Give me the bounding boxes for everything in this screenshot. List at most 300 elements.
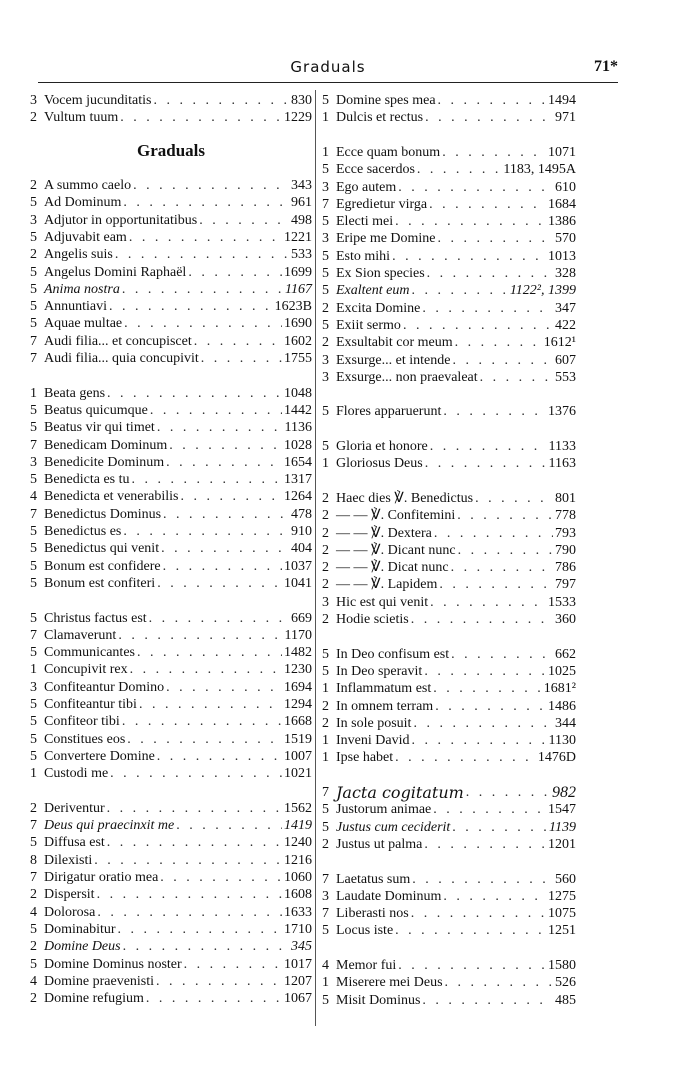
page-reference: 669 xyxy=(291,610,312,626)
index-entry xyxy=(322,836,576,854)
page-reference: 345 xyxy=(291,939,312,955)
page-reference: 1017 xyxy=(284,956,312,972)
incipit-text: Convertere Domine xyxy=(44,748,155,764)
incipit-text: Inveni David xyxy=(336,733,410,749)
index-entry xyxy=(30,402,312,420)
page-reference: 478 xyxy=(291,506,312,522)
leader-dots xyxy=(424,836,546,854)
page-reference: 1533 xyxy=(548,594,576,610)
page-reference: 1136 xyxy=(284,420,312,436)
leader-dots xyxy=(417,161,502,179)
page-reference: 1071 xyxy=(548,144,576,160)
mode-number: 7 xyxy=(30,333,37,349)
index-entry xyxy=(30,315,312,333)
mode-number: 2 xyxy=(322,577,329,593)
leader-dots xyxy=(398,179,553,197)
page-reference: 560 xyxy=(555,871,576,887)
incipit-text: Eripe me Domine xyxy=(336,231,436,247)
leader-dots xyxy=(129,229,282,247)
incipit-text: Justorum animae xyxy=(336,802,432,818)
mode-number: 1 xyxy=(322,144,329,160)
incipit-text: — — ℣. Dextera xyxy=(336,525,432,541)
index-entry xyxy=(322,334,576,352)
mode-number: 3 xyxy=(30,212,37,228)
index-entry xyxy=(30,748,312,766)
leader-dots xyxy=(458,542,553,560)
mode-number: 5 xyxy=(30,402,37,418)
incipit-text: Angelis suis xyxy=(44,247,113,263)
page-reference: 786 xyxy=(555,560,576,576)
leader-dots xyxy=(412,871,553,889)
incipit-text: Adjuvabit eam xyxy=(44,229,127,245)
index-entry xyxy=(322,680,576,698)
index-entry xyxy=(322,646,576,664)
leader-dots xyxy=(403,317,553,335)
leader-dots xyxy=(123,938,289,956)
page-reference: 1170 xyxy=(284,627,312,643)
page-reference: 1240 xyxy=(284,835,312,851)
page-reference: 801 xyxy=(555,490,576,506)
mode-number: 2 xyxy=(322,542,329,558)
incipit-text: Dilexisti xyxy=(44,852,93,868)
leader-dots xyxy=(137,644,282,662)
mode-number: 7 xyxy=(30,351,37,366)
leader-dots xyxy=(199,212,289,230)
mode-number: 3 xyxy=(30,93,37,108)
page-reference: 961 xyxy=(291,195,312,211)
page-reference: 1122², 1399 xyxy=(509,283,576,299)
index-entry xyxy=(30,194,312,212)
page-reference: 1275 xyxy=(548,888,576,904)
leader-dots xyxy=(439,576,553,594)
mode-number: 7 xyxy=(30,506,37,522)
incipit-text: Domine spes mea xyxy=(336,93,436,108)
page-reference: 422 xyxy=(555,317,576,333)
page-reference: 1623B xyxy=(274,299,312,315)
leader-dots xyxy=(413,715,553,733)
index-entry xyxy=(322,230,576,248)
incipit-text: Annuntiavi xyxy=(44,299,107,315)
leader-dots xyxy=(194,333,282,351)
leader-dots xyxy=(122,281,283,299)
index-entry xyxy=(30,385,312,403)
mode-number: 1 xyxy=(322,750,329,766)
incipit-text: Justus cum ceciderit xyxy=(336,819,451,835)
incipit-text: Inflammatum est xyxy=(336,681,432,697)
index-entry xyxy=(322,732,576,750)
mode-number: 7 xyxy=(322,785,329,800)
mode-number: 4 xyxy=(322,958,329,973)
index-entry xyxy=(322,974,576,992)
mode-number: 5 xyxy=(30,835,37,851)
page-reference: 1612¹ xyxy=(543,335,576,351)
leader-dots xyxy=(427,265,553,283)
page-reference: 1494 xyxy=(548,93,576,108)
page-reference: 607 xyxy=(555,352,576,368)
mode-number: 5 xyxy=(322,317,329,333)
mode-number: 5 xyxy=(30,610,37,626)
index-entry xyxy=(30,454,312,472)
index-entry xyxy=(30,886,312,904)
leader-dots xyxy=(452,352,553,370)
incipit-text: Confiteantur tibi xyxy=(44,697,137,712)
index-entry xyxy=(322,594,576,612)
page-reference: 1229 xyxy=(284,110,312,126)
page-reference: 1230 xyxy=(284,662,312,678)
index-entry xyxy=(30,229,312,247)
page-reference: 328 xyxy=(555,266,576,281)
incipit-text: Laetatus sum xyxy=(336,871,411,887)
page-reference: 982 xyxy=(552,784,576,801)
mode-number: 5 xyxy=(30,281,37,297)
mode-number: 5 xyxy=(322,214,329,230)
index-entry xyxy=(322,559,576,577)
leader-dots xyxy=(411,732,546,750)
leader-dots xyxy=(451,646,553,664)
mode-number: 5 xyxy=(322,802,329,818)
leader-dots xyxy=(430,594,546,612)
leader-dots xyxy=(133,177,289,195)
mode-number: 2 xyxy=(322,525,329,541)
incipit-text: Benedicta et venerabilis xyxy=(44,489,179,505)
page-reference: 793 xyxy=(555,525,576,541)
mode-number: 2 xyxy=(322,612,329,627)
page-reference: 1476D xyxy=(537,750,576,766)
mode-number: 5 xyxy=(322,923,329,939)
leader-dots xyxy=(169,437,282,455)
leader-dots xyxy=(157,748,282,766)
index-entry xyxy=(322,490,576,508)
page-reference: 1602 xyxy=(284,333,312,349)
leader-dots xyxy=(157,575,282,593)
incipit-text: In omnem terram xyxy=(336,698,434,714)
index-entry xyxy=(322,749,576,767)
mode-number: 5 xyxy=(30,472,37,488)
incipit-text: Exsultabit cor meum xyxy=(336,335,453,351)
leader-dots xyxy=(188,264,282,282)
page-reference: 1633 xyxy=(284,904,312,920)
index-entry xyxy=(30,177,312,195)
index-entry xyxy=(30,731,312,749)
index-entry xyxy=(30,212,312,230)
leader-dots xyxy=(107,800,282,818)
index-entry xyxy=(30,990,312,1008)
incipit-text: Confiteantur Domino xyxy=(44,679,165,695)
page-reference: 830 xyxy=(291,93,312,108)
page-reference: 404 xyxy=(291,541,312,557)
mode-number: 7 xyxy=(322,906,329,922)
incipit-text: Anima nostra xyxy=(44,281,120,297)
mode-number: 3 xyxy=(30,454,37,470)
incipit-text: Bonum est confiteri xyxy=(44,575,156,591)
mode-number: 7 xyxy=(322,196,329,212)
index-entry xyxy=(322,801,576,819)
index-entry xyxy=(30,921,312,939)
page-reference: 1684 xyxy=(548,196,576,212)
leader-dots xyxy=(123,523,289,541)
incipit-text: Beatus vir qui timet xyxy=(44,420,155,436)
page-reference: 1519 xyxy=(284,731,312,747)
leader-dots xyxy=(110,765,282,783)
mode-number: 3 xyxy=(30,679,37,695)
mode-number: 5 xyxy=(322,819,329,835)
page-reference: 553 xyxy=(555,369,576,385)
index-entry xyxy=(30,506,312,524)
leader-dots xyxy=(176,817,282,835)
mode-number: 5 xyxy=(322,93,329,108)
incipit-text: Dominabitur xyxy=(44,921,116,937)
page-reference: 360 xyxy=(555,612,576,627)
incipit-text: Deus qui praecinxit me xyxy=(44,818,175,834)
mode-number: 2 xyxy=(30,800,37,816)
index-entry xyxy=(322,109,576,127)
page-reference: 1376 xyxy=(548,404,576,420)
mode-number: 5 xyxy=(30,748,37,764)
index-entry xyxy=(322,507,576,525)
mode-number: 2 xyxy=(322,335,329,351)
index-entry xyxy=(30,610,312,628)
index-entry xyxy=(30,679,312,697)
incipit-text: Ecce sacerdos xyxy=(336,162,415,178)
leader-dots xyxy=(395,922,546,940)
index-entry xyxy=(30,938,312,956)
leader-dots xyxy=(132,471,282,489)
mode-number: 2 xyxy=(30,991,37,1007)
index-entry xyxy=(322,213,576,231)
incipit-text: Hodie scietis xyxy=(336,612,409,627)
leader-dots xyxy=(435,698,546,716)
mode-number: 1 xyxy=(322,975,329,991)
page-reference: 1216 xyxy=(284,852,312,868)
page-number: 71* xyxy=(594,58,618,75)
incipit-text: Benedictus Dominus xyxy=(44,506,162,522)
index-entry xyxy=(322,352,576,370)
leader-dots xyxy=(107,385,282,403)
incipit-text: Memor fui xyxy=(336,958,397,973)
index-entry xyxy=(30,350,312,368)
page-reference: 485 xyxy=(555,992,576,1008)
page-reference: 1442 xyxy=(284,402,312,418)
incipit-text: Misit Dominus xyxy=(336,992,421,1008)
incipit-text: In sole posuit xyxy=(336,715,412,731)
leader-dots xyxy=(123,194,289,212)
incipit-text: — — ℣. Dicant nunc xyxy=(336,542,456,558)
index-entry xyxy=(322,265,576,283)
mode-number: 4 xyxy=(30,973,37,989)
mode-number: 2 xyxy=(322,698,329,714)
incipit-text: — — ℣. Confitemini xyxy=(336,508,456,524)
leader-dots xyxy=(438,230,553,248)
index-entry xyxy=(30,540,312,558)
incipit-text: Audi filia... quia concupivit xyxy=(44,351,199,366)
index-entry xyxy=(322,922,576,940)
index-entry xyxy=(322,905,576,923)
mode-number: 8 xyxy=(30,852,37,868)
mode-number: 1 xyxy=(322,456,329,472)
incipit-text: Flores apparuerunt xyxy=(336,404,442,420)
leader-dots xyxy=(425,455,547,473)
index-entry xyxy=(30,281,312,299)
incipit-text: — — ℣. Lapidem xyxy=(336,577,438,593)
leader-dots xyxy=(107,834,282,852)
page-reference: 343 xyxy=(291,178,312,193)
mode-number: 2 xyxy=(322,490,329,506)
index-entry xyxy=(322,992,576,1010)
incipit-text: Domine Dominus noster xyxy=(44,956,182,972)
mode-number: 2 xyxy=(322,836,329,852)
leader-dots xyxy=(97,904,282,922)
index-entry xyxy=(30,800,312,818)
page-reference: 1037 xyxy=(284,558,312,574)
page-reference: 526 xyxy=(555,975,576,991)
leader-dots xyxy=(395,749,536,767)
mode-number: 5 xyxy=(30,541,37,557)
page-reference: 1264 xyxy=(284,489,312,505)
index-entry xyxy=(30,852,312,870)
leader-dots xyxy=(433,680,542,698)
index-entry xyxy=(322,542,576,560)
index-entry xyxy=(322,369,576,387)
page-reference: 1041 xyxy=(284,575,312,591)
index-entry xyxy=(30,765,312,783)
leader-dots xyxy=(97,886,282,904)
page-reference: 797 xyxy=(555,577,576,593)
incipit-text: Christus factus est xyxy=(44,610,147,626)
mode-number: 3 xyxy=(322,369,329,385)
incipit-text: Confiteor tibi xyxy=(44,714,120,730)
left-column xyxy=(30,0,312,1075)
leader-dots xyxy=(115,246,289,264)
leader-dots xyxy=(422,992,553,1010)
index-entry xyxy=(30,333,312,351)
page-reference: 1486 xyxy=(548,698,576,714)
leader-dots xyxy=(146,990,282,1008)
mode-number: 5 xyxy=(322,266,329,281)
mode-number: 5 xyxy=(322,992,329,1008)
page-reference: 1668 xyxy=(284,714,312,730)
incipit-text: Clamaverunt xyxy=(44,627,117,643)
header-title: Graduals xyxy=(290,58,366,76)
page-reference: 1690 xyxy=(284,316,312,332)
incipit-text: Justus ut palma xyxy=(336,836,423,852)
leader-dots xyxy=(475,490,553,508)
incipit-text: Aquae multae xyxy=(44,316,123,332)
incipit-text: Jacta cogitatum xyxy=(336,783,464,802)
mode-number: 4 xyxy=(30,489,37,505)
index-entry xyxy=(322,92,576,110)
leader-dots xyxy=(445,974,553,992)
page-reference: 1007 xyxy=(284,748,312,764)
mode-number: 3 xyxy=(322,179,329,195)
incipit-text: Domine praevenisti xyxy=(44,973,155,989)
incipit-text: Exsurge... non praevaleat xyxy=(336,369,478,385)
leader-dots xyxy=(457,507,553,525)
incipit-text: Deriventur xyxy=(44,800,105,816)
incipit-text: Dulcis et rectus xyxy=(336,110,424,126)
index-entry xyxy=(30,437,312,455)
leader-dots xyxy=(153,92,289,110)
incipit-text: Domine refugium xyxy=(44,991,144,1007)
index-entry xyxy=(30,298,312,316)
page-reference: 1207 xyxy=(284,973,312,989)
page-reference: 1755 xyxy=(284,351,312,366)
page-reference: 1654 xyxy=(284,454,312,470)
incipit-text: In Deo speravit xyxy=(336,663,423,679)
leader-dots xyxy=(422,300,553,318)
incipit-text: Ad Dominum xyxy=(44,195,122,211)
index-entry xyxy=(322,248,576,266)
leader-dots xyxy=(411,611,553,629)
page-reference: 1681² xyxy=(543,681,576,697)
page-reference: 1608 xyxy=(284,887,312,903)
mode-number: 3 xyxy=(322,594,329,610)
index-entry xyxy=(322,611,576,629)
index-entry xyxy=(30,644,312,662)
mode-number: 5 xyxy=(30,420,37,436)
index-entry xyxy=(322,715,576,733)
index-entry xyxy=(322,957,576,975)
index-entry xyxy=(322,438,576,456)
page-reference: 1419 xyxy=(284,818,312,834)
index-entry xyxy=(30,264,312,282)
page-reference: 1133 xyxy=(548,439,576,454)
incipit-text: Benedicam Dominum xyxy=(44,437,168,453)
index-entry xyxy=(30,834,312,852)
mode-number: 5 xyxy=(30,524,37,539)
index-entry xyxy=(30,956,312,974)
mode-number: 1 xyxy=(322,733,329,749)
column-divider xyxy=(315,90,316,1026)
index-entry xyxy=(322,819,576,837)
index-entry xyxy=(322,888,576,906)
incipit-text: A summo caelo xyxy=(44,178,132,193)
page-reference: 1317 xyxy=(284,472,312,488)
incipit-text: Electi mei xyxy=(336,214,394,230)
leader-dots xyxy=(443,888,546,906)
page-reference: 1183, 1495A xyxy=(503,162,576,178)
leader-dots xyxy=(166,679,282,697)
page-reference: 344 xyxy=(555,715,576,731)
incipit-text: Angelus Domini Raphaël xyxy=(44,264,187,280)
incipit-text: Benedictus es xyxy=(44,524,122,539)
page-reference: 1025 xyxy=(548,663,576,679)
page-reference: 533 xyxy=(291,247,312,263)
mode-number: 5 xyxy=(30,264,37,280)
mode-number: 7 xyxy=(322,871,329,887)
mode-number: 7 xyxy=(30,818,37,834)
index-entry xyxy=(30,558,312,576)
incipit-text: — — ℣. Dicat nunc xyxy=(336,560,449,576)
mode-number: 2 xyxy=(30,247,37,263)
index-entry xyxy=(30,973,312,991)
page-reference: 662 xyxy=(555,646,576,662)
mode-number: 5 xyxy=(30,697,37,712)
incipit-text: Haec dies ℣. Benedictus xyxy=(336,490,474,506)
leader-dots xyxy=(139,696,282,714)
incipit-text: Laudate Dominum xyxy=(336,888,442,904)
leader-dots xyxy=(398,957,546,975)
page-reference: 1694 xyxy=(284,679,312,695)
index-entry xyxy=(30,471,312,489)
mode-number: 5 xyxy=(30,575,37,591)
index-entry xyxy=(30,488,312,506)
leader-dots xyxy=(124,315,282,333)
index-entry xyxy=(30,661,312,679)
incipit-text: Gloria et honore xyxy=(336,439,428,454)
incipit-text: Custodi me xyxy=(44,766,109,782)
page-reference: 1139 xyxy=(549,819,576,835)
mode-number: 5 xyxy=(30,645,37,661)
